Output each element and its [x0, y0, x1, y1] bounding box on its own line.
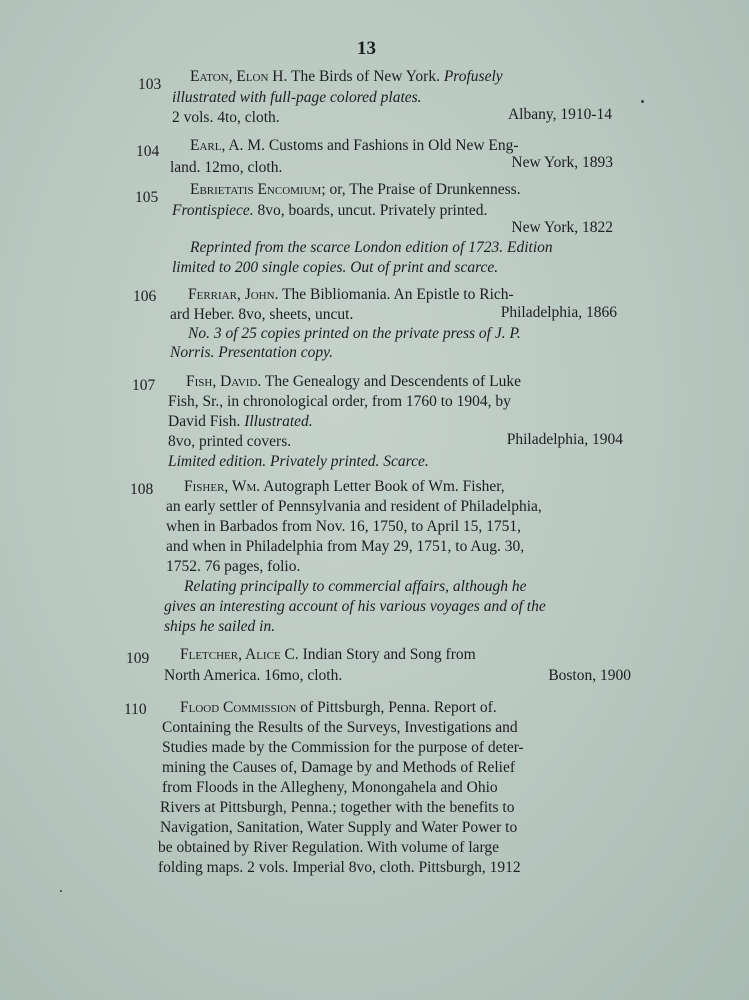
entry-title: Autograph Letter Book of Wm. Fisher,: [263, 478, 505, 495]
entry-number: 108: [130, 481, 154, 498]
entry-title: The Genealogy and Descendents of Luke: [264, 373, 521, 390]
paper-speck: [60, 890, 62, 892]
entry-imprint: New York, 1822: [511, 219, 613, 236]
entry-line: Containing the Results of the Surveys, Investigations and: [162, 719, 518, 736]
entry-note: gives an interesting account of his various voyages and of the: [164, 598, 546, 615]
entry-line: [190, 180, 521, 200]
entry-line: [168, 412, 313, 432]
entry-number: 103: [138, 76, 162, 93]
entry-line: [188, 285, 514, 305]
entry-line: folding maps. 2 vols. Imperial 8vo, cloth. Pittsburgh, 1912: [158, 859, 521, 876]
entry-description-italic: Frontispiece.: [172, 202, 254, 219]
entry-author: Fletcher, Alice C.: [180, 646, 299, 663]
entry-line: [180, 698, 497, 718]
entry-title: The Bibliomania. An Epistle to Rich-: [282, 286, 514, 303]
entry-line: North America. 16mo, cloth.: [164, 667, 343, 684]
entry-line: [180, 645, 476, 665]
entry-format: 8vo, boards, uncut. Privately printed.: [257, 202, 488, 219]
entry-author: Earl, A. M.: [190, 137, 265, 154]
entry-line: ard Heber. 8vo, sheets, uncut.: [170, 306, 354, 323]
entry-note: limited to 200 single copies. Out of print and scarce.: [172, 259, 499, 276]
entry-line: be obtained by River Regulation. With volume of large: [158, 839, 500, 856]
entry-imprint: New York, 1893: [511, 154, 613, 171]
entry-title: The Birds of New York.: [290, 68, 440, 85]
entry-format: 8vo, printed covers.: [168, 433, 292, 450]
entry-line: an early settler of Pennsylvania and resident of Philadelphia,: [166, 498, 542, 515]
entry-author: Eaton, Elon H.: [190, 68, 288, 85]
entry-note: Relating principally to commercial affairs, although he: [184, 578, 527, 595]
entry-author: Ferriar, John.: [188, 286, 279, 303]
entry-line: [190, 67, 503, 87]
entry-line: 1752. 76 pages, folio.: [166, 558, 301, 575]
entry-line: [172, 201, 487, 221]
entry-line: [190, 136, 519, 156]
entry-line: mining the Causes of, Damage by and Methods of Relief: [162, 759, 515, 776]
entry-description-italic: illustrated with full-page colored plates.: [172, 89, 422, 106]
entry-author: Flood Commission: [180, 699, 297, 716]
entry-note: No. 3 of 25 copies printed on the private press of J. P.: [188, 325, 521, 342]
paper-speck: [641, 100, 644, 103]
entry-imprint: Boston, 1900: [548, 667, 631, 684]
entry-line: from Floods in the Allegheny, Monongahela and Ohio: [162, 779, 498, 796]
entry-note: ships he sailed in.: [164, 618, 276, 635]
entry-number: 110: [124, 701, 147, 718]
entry-note: Norris. Presentation copy.: [170, 344, 334, 361]
entry-number: 105: [135, 189, 159, 206]
entry-line: Studies made by the Commission for the purpose of deter-: [162, 739, 524, 756]
entry-line: [186, 372, 521, 392]
entry-note: Reprinted from the scarce London edition of 1723. Edition: [190, 239, 553, 256]
entry-author: Ebrietatis Encomium: [190, 181, 322, 198]
entry-imprint: Philadelphia, 1866: [500, 304, 617, 321]
entry-imprint: Albany, 1910-14: [507, 106, 612, 123]
entry-number: 107: [132, 377, 156, 394]
entry-number: 109: [126, 650, 150, 667]
entry-author: Fisher, Wm.: [184, 478, 261, 495]
entry-imprint: Philadelphia, 1904: [506, 431, 623, 448]
entry-line: when in Barbados from Nov. 16, 1750, to April 15, 1751,: [166, 518, 522, 535]
entry-line: Rivers at Pittsburgh, Penna.; together with the benefits to: [160, 799, 515, 816]
entry-line: Fish, Sr., in chronological order, from 1760 to 1904, by: [168, 393, 511, 410]
entry-description-italic: Illustrated.: [244, 413, 313, 430]
entry-title: Indian Story and Song from: [302, 646, 476, 663]
entry-note: Limited edition. Privately printed. Scarce.: [168, 453, 429, 470]
entry-title: of Pittsburgh, Penna. Report of.: [300, 699, 497, 716]
entry-line: and when in Philadelphia from May 29, 1751, to Aug. 30,: [166, 538, 525, 555]
entry-title: Customs and Fashions in Old New Eng-: [268, 137, 519, 154]
entry-line: Navigation, Sanitation, Water Supply and Water Power to: [160, 819, 518, 836]
entry-format: 2 vols. 4to, cloth.: [172, 109, 280, 126]
page-number: 13: [357, 38, 376, 59]
entry-title: ; or, The Praise of Drunkenness.: [321, 181, 521, 198]
entry-number: 104: [136, 143, 160, 160]
entry-title: David Fish.: [168, 413, 241, 430]
entry-author: Fish, David.: [186, 373, 262, 390]
entry-number: 106: [133, 288, 157, 305]
entry-line: land. 12mo, cloth.: [170, 159, 283, 176]
entry-description-italic: Profusely: [443, 68, 503, 85]
entry-line: [184, 477, 505, 497]
